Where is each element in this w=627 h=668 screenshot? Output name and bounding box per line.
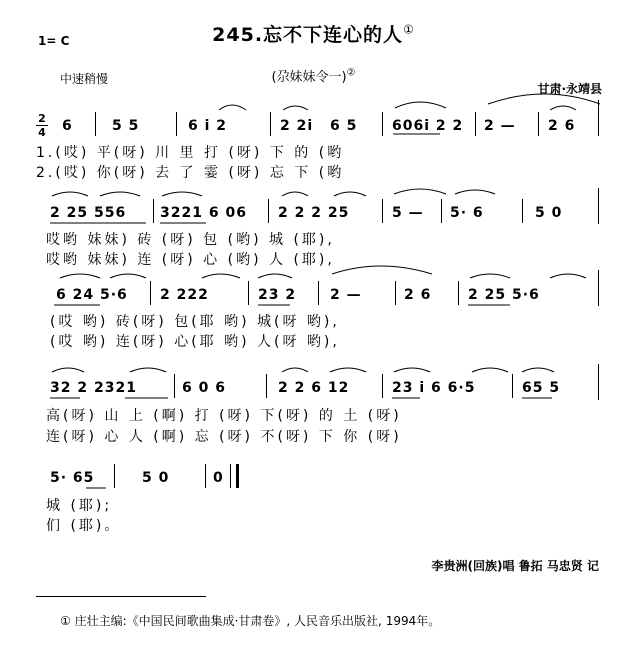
slur [332, 266, 432, 274]
system4-note-measure-3: 2 2 6 12 [278, 380, 350, 396]
slur [330, 368, 366, 372]
tempo-marking: 中速稍慢 [60, 72, 109, 86]
system1-note-measure-5: 6 5 [330, 118, 358, 134]
system3-verse-1: (哎 哟) 砖(呀) 包(耶 哟) 城(呀 哟), [50, 314, 340, 330]
system1-verse-2: 2.(哎) 你(呀) 去 了 霎 (呀) 忘 下 (哟 [36, 165, 345, 181]
slur [488, 94, 600, 104]
slur [130, 368, 166, 372]
system4-note-measure-1: 32 2 2321 [50, 380, 137, 396]
system5-note-measure-2: 5 0 [142, 470, 170, 486]
time-signature-top: 2 [38, 112, 46, 125]
system3-note-measure-2: 2 222 [160, 287, 209, 303]
system2-note-measure-5: 5· 6 [450, 205, 484, 221]
system4-note-measure-2: 6 0 6 [182, 380, 226, 396]
song-region: 甘肃·永靖县 [537, 82, 602, 96]
system3-note-measure-5: 2 6 [404, 287, 432, 303]
slur [219, 105, 246, 110]
system4-note-measure-5: 65 5 [522, 380, 561, 396]
system1-note-measure-1: 6 [62, 118, 73, 134]
title-footnote-mark: ① [403, 22, 415, 37]
slur [394, 368, 430, 372]
system5-note-measure-3: 0 [213, 470, 224, 486]
system2-verse-2: 哎哟 妹妹) 连 (呀) 心 (哟) 人 (耶), [46, 252, 335, 268]
footnote-rule [36, 596, 206, 597]
slur [334, 192, 366, 196]
system2-note-measure-2: 3221 6 06 [160, 205, 247, 221]
slur [110, 274, 146, 278]
footnote: ① 庄壮主编:《中国民间歌曲集成·甘肃卷》, 人民音乐出版社, 1994年。 [60, 614, 441, 628]
system1-note-measure-7: 2 — [484, 118, 516, 134]
system3-note-measure-1: 6 24 5·6 [56, 287, 128, 303]
system3-verse-2: (哎 哟) 连(呀) 心(耶 哟) 人(呀 哟), [50, 334, 340, 350]
system5-note-measure-1: 5· 65 [50, 470, 95, 486]
slur [472, 368, 508, 372]
slur [455, 190, 495, 194]
system2-note-measure-6: 5 0 [535, 205, 563, 221]
subtitle-footnote-mark: ② [346, 67, 356, 79]
system1-note-measure-4: 2 2i [280, 118, 314, 134]
slur [470, 274, 510, 278]
system3-note-measure-6: 2 25 5·6 [468, 287, 540, 303]
system1-verse-1: 1.(哎) 平(呀) 川 里 打 (呀) 下 的 (哟 [36, 145, 345, 161]
song-title-text: 245.忘不下连心的人 [212, 24, 404, 46]
system1-note-measure-8: 2 6 [548, 118, 576, 134]
slur [258, 274, 292, 278]
system3-note-measure-4: 2 — [330, 287, 362, 303]
system2-note-measure-3: 2 2 2 25 [278, 205, 350, 221]
slur [282, 192, 308, 196]
system1-note-measure-6: 606i 2 2 [392, 118, 464, 134]
slur [52, 192, 88, 196]
system1-note-measure-2: 5 5 [112, 118, 140, 134]
slur [162, 192, 202, 196]
slur [283, 106, 308, 110]
slur [522, 368, 554, 372]
system4-verse-1: 高(呀) 山 上 (啊) 打 (呀) 下(呀) 的 土 (呀) [46, 408, 402, 424]
system3-note-measure-3: 23 2 [258, 287, 297, 303]
slur [52, 368, 84, 372]
performer-credit: 李贵洲(回族)唱 鲁拓 马忠贤 记 [431, 559, 599, 573]
system2-note-measure-1: 2 25 556 [50, 205, 127, 221]
slur [394, 189, 446, 194]
system5-verse-1: 城 (耶); [46, 498, 113, 514]
slur [550, 274, 586, 278]
system2-note-measure-4: 5 — [392, 205, 424, 221]
slur [282, 368, 308, 372]
system1-note-measure-3: 6 i 2 [188, 118, 228, 134]
slur [100, 192, 140, 196]
slur [60, 274, 100, 278]
system4-note-measure-4: 23 i 6 6·5 [392, 380, 476, 396]
slur [550, 106, 576, 110]
system4-verse-2: 连(呀) 心 人 (啊) 忘 (呀) 不(呀) 下 你 (呀) [46, 429, 402, 445]
slur [202, 274, 240, 278]
system2-verse-1: 哎哟 妹妹) 砖 (呀) 包 (哟) 城 (耶), [46, 232, 335, 248]
slur [395, 102, 446, 108]
subtitle-text: (尕妹妹令一) [271, 70, 347, 85]
key-signature: 1= C [38, 34, 70, 48]
time-signature-bottom: 4 [38, 126, 46, 139]
system5-verse-2: 们 (耶)。 [46, 518, 122, 534]
